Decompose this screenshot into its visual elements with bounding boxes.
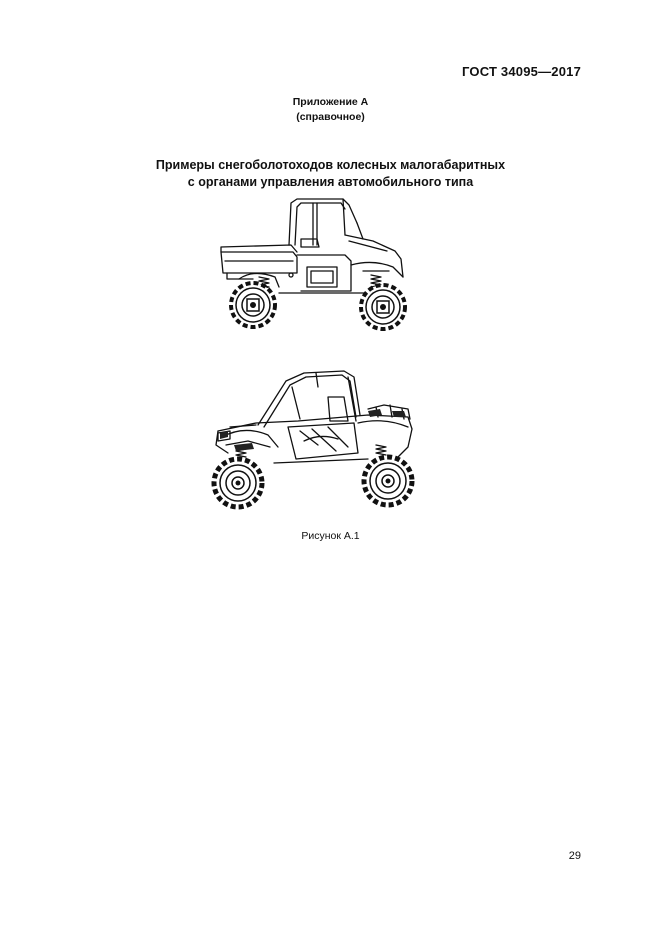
appendix-heading [0,95,661,125]
utility-vehicle-drawing [213,195,413,335]
section-title-line-2: с органами управления автомобильного типа [187,175,474,189]
appendix-title: Приложение А [292,96,369,108]
section-title-line-1: Примеры снегоболотоходов колесных малогабаритных [155,158,506,172]
appendix-subtitle: (справочное) [296,111,365,123]
front-wheel [214,459,262,507]
document-number: ГОСТ 34095—2017 [462,64,581,79]
section-title [0,157,661,191]
rear-wheel [364,457,412,505]
utility-vehicle-illustration [213,195,413,335]
sport-vehicle-illustration [208,367,418,512]
figure-caption: Рисунок А.1 [301,530,360,542]
sport-vehicle-drawing [208,367,418,512]
rear-wheel [231,283,275,327]
page-number: 29 [568,850,581,862]
front-wheel [361,285,405,329]
